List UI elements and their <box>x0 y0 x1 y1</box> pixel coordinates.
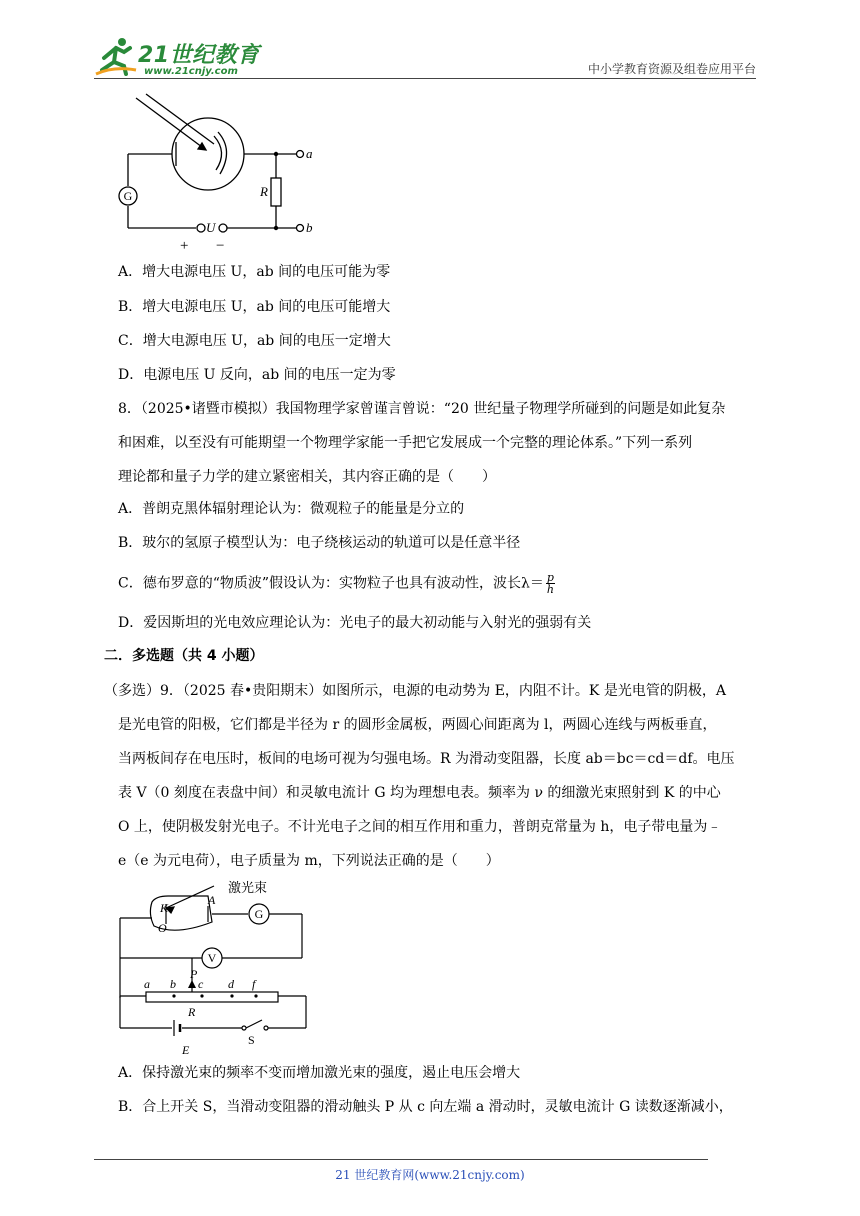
footer-divider <box>94 1159 708 1160</box>
point-b-label: b <box>170 977 176 991</box>
slider-p-label: P <box>190 967 198 981</box>
platform-name: 中小学教育资源及组卷应用平台 <box>587 62 756 76</box>
q9-stem-line2: 是光电管的阳极，它们都是半径为 r 的圆形金属板，两圆心间距离为 l，两圆心连线与两板垂直， <box>118 717 717 733</box>
plus-label: + <box>180 238 189 254</box>
page-header <box>0 0 860 90</box>
section-title: 二．多选题（共 4 小题） <box>104 648 264 664</box>
q9-option-b: B．合上开关 S，当滑动变阻器的滑动触头 P 从 c 向左端 a 滑动时，灵敏电流计 G 读数逐渐减小， <box>118 1099 733 1115</box>
fraction-denominator: h <box>546 583 554 596</box>
q7-option-c: C．增大电源电压 U，ab 间的电压一定增大 <box>118 333 391 349</box>
fraction-numerator: p <box>546 571 554 584</box>
battery-e-label: E <box>182 1043 190 1057</box>
q7-option-b: B．增大电源电压 U，ab 间的电压可能增大 <box>118 299 391 315</box>
voltmeter-v-label: V <box>207 951 217 965</box>
q9-stem-line5: O 上，使阴极发射光电子。不计光电子之间的相互作用和重力，普朗克常量为 h，电子带电量为﹣ <box>118 819 722 835</box>
logo-url: www.21cnjy.com <box>144 66 238 77</box>
q7-option-d: D．电源电压 U 反向，ab 间的电压一定为零 <box>118 367 396 383</box>
anode-a-label: A <box>208 893 216 907</box>
q8-option-b: B．玻尔的氢原子模型认为：电子绕核运动的轨道可以是任意半径 <box>118 535 521 551</box>
resistor-label: R <box>260 184 268 199</box>
q9-option-a: A．保持激光束的频率不变而增加激光束的强度，遏止电压会增大 <box>118 1065 521 1081</box>
runner-logo-icon <box>94 36 138 76</box>
point-a-label: a <box>144 977 150 991</box>
laser-label: 激光束 <box>228 881 268 896</box>
header-divider <box>94 78 756 79</box>
point-c-label: c <box>198 977 204 991</box>
g-meter-label: G <box>123 189 133 203</box>
center-o-label: O <box>158 921 167 935</box>
q9-stem-line3: 当两板间存在电压时，板间的电场可视为匀强电场。R 为滑动变阻器，长度 ab＝bc＝cd＝df。电压 <box>118 751 735 767</box>
switch-s-label: S <box>248 1033 255 1047</box>
wavelength-fraction <box>546 572 555 595</box>
q8-stem-line1: 8．（2025•诸暨市模拟）我国物理学家曾谨言曾说：“20 世纪量子物理学所碰到的问题是如此复杂 <box>118 401 726 417</box>
q8-option-c-text: C．德布罗意的“物质波”假设认为：实物粒子也具有波动性，波长λ＝ <box>118 575 544 592</box>
terminal-b-label: b <box>306 220 313 235</box>
laser-circuit-figure <box>116 878 316 1060</box>
q9-stem-line4: 表 V（0 刻度在表盘中间）和灵敏电流计 G 均为理想电表。频率为 ν 的细激光束照射到 K 的中心 <box>118 785 721 801</box>
minus-label: − <box>216 238 225 254</box>
q7-option-a: A．增大电源电压 U，ab 间的电压可能为零 <box>118 264 391 280</box>
q9-stem-line6: e（e 为元电荷），电子质量为 m，下列说法正确的是（ ） <box>118 853 500 869</box>
point-d-label: d <box>228 977 234 991</box>
logo-text: 21世纪教育 <box>138 43 260 68</box>
footer-link[interactable]: 21 世纪教育网(www.21cnjy.com) <box>335 1168 525 1182</box>
point-f-label: f <box>252 977 256 991</box>
terminal-a-label: a <box>306 146 313 161</box>
voltage-u-label: U <box>206 220 216 235</box>
cathode-k-label: K <box>160 901 169 915</box>
phototube-circuit-figure <box>108 92 328 254</box>
q9-stem-line1: （多选）9．（2025 春•贵阳期末）如图所示，电源的电动势为 E，内阻不计。K 是光电管的阴极，A <box>104 683 726 699</box>
q8-option-a: A．普朗克黑体辐射理论认为：微观粒子的能量是分立的 <box>118 501 465 517</box>
q8-option-c <box>118 572 555 595</box>
site-logo[interactable] <box>94 36 264 80</box>
galvanometer-g-label: G <box>254 907 264 921</box>
q8-stem-line3: 理论都和量子力学的建立紧密相关，其内容正确的是（ ） <box>118 469 496 485</box>
rheostat-r-label: R <box>188 1005 196 1019</box>
q8-option-d: D．爱因斯坦的光电效应理论认为：光电子的最大初动能与入射光的强弱有关 <box>118 615 592 631</box>
q8-stem-line2: 和困难，以至没有可能期望一个物理学家能一手把它发展成一个完整的理论体系。”下列一系列 <box>118 435 693 451</box>
